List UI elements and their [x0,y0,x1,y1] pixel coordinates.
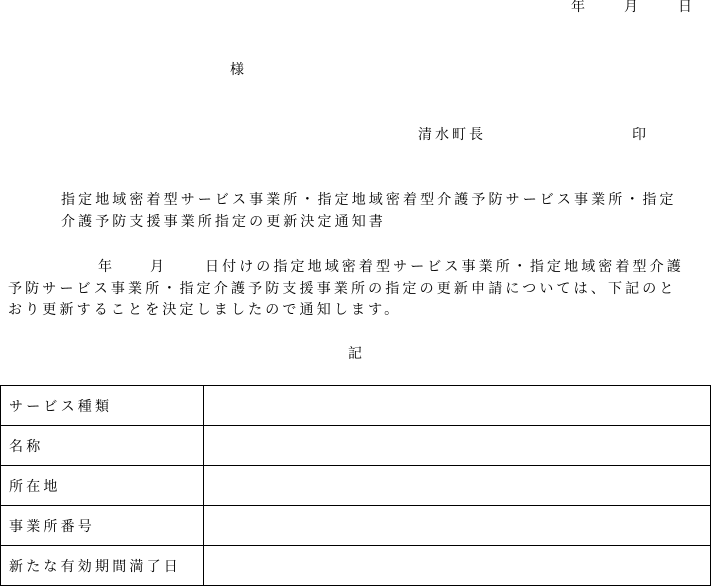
row-label-office-number: 事業所番号 [1,506,204,546]
row-value-name[interactable] [204,426,711,466]
row-label-expiry-date: 新たな有効期間満了日 [1,546,204,586]
ki-heading: 記 [348,346,362,362]
table-row-name [1,426,711,466]
body-month-label: 月 [150,259,164,275]
row-value-service-type[interactable] [204,386,711,426]
row-value-address[interactable] [204,466,711,506]
row-label-name: 名称 [1,426,204,466]
date-month-label: 月 [624,0,638,15]
date-day-label: 日 [678,0,692,15]
body-text-line-2: 予防サービス事業所・指定介護予防支援事業所の指定の更新申請については、下記のと [8,281,677,297]
table-row-office-number [1,506,711,546]
body-text-line-1: 日付けの指定地域密着型サービス事業所・指定地域密着型介護 [205,259,684,275]
detail-table [0,385,711,586]
body-year-label: 年 [98,259,112,275]
row-value-expiry-date[interactable] [204,546,711,586]
row-value-office-number[interactable] [204,506,711,546]
addressee-honorific: 様 [230,62,244,78]
table-row-service-type [1,386,711,426]
table-row-address [1,466,711,506]
issuer-title: 清水町長 [418,127,486,143]
table-row-expiry-date [1,546,711,586]
date-year-label: 年 [571,0,585,15]
document-title-line-1: 指定地域密着型サービス事業所・指定地域密着型介護予防サービス事業所・指定 [61,192,677,208]
issuer-seal-mark: 印 [632,127,646,143]
document-title-line-2: 介護予防支援事業所指定の更新決定通知書 [61,214,386,230]
body-text-line-3: おり更新することを決定しましたので通知します。 [8,302,402,318]
row-label-address: 所在地 [1,466,204,506]
row-label-service-type: サービス種類 [1,386,204,426]
